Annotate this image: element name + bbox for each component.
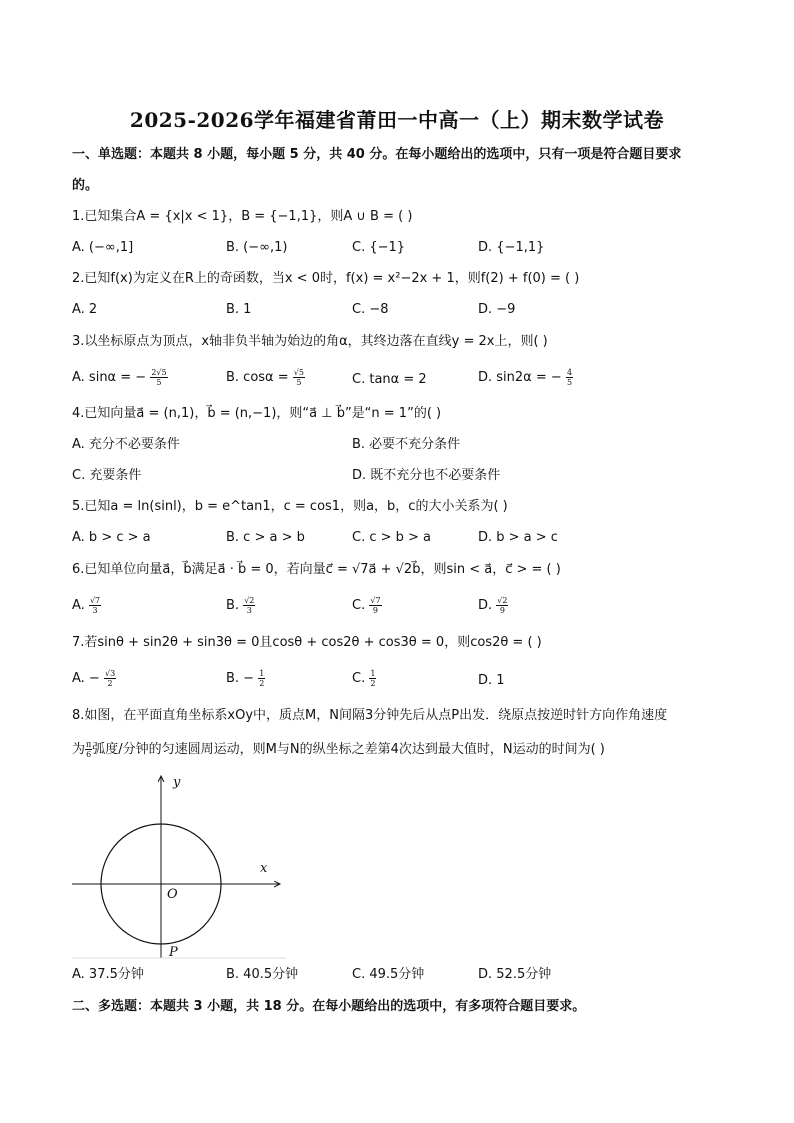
q8-option-d: D. 52.5分钟 (478, 967, 552, 982)
q4-option-a: A. 充分不必要条件 (72, 437, 180, 452)
origin-label: O (167, 887, 178, 902)
numerator: √5 (293, 368, 304, 377)
q7-option-c (352, 669, 376, 689)
q8-stem-cont (72, 740, 605, 760)
denominator: 3 (246, 606, 252, 615)
q8-option-b: B. 40.5分钟 (226, 967, 299, 982)
q3-option-d-text: D. sin2α = − (478, 370, 562, 385)
section1-heading: 一、单选题：本题共 8 小题，每小题 5 分，共 40 分。在每小题给出的选项中，只有一项是符合题目要求 (72, 147, 682, 162)
q8-stem-prefix: 为 (72, 742, 86, 757)
q7-option-c-text: C. (352, 671, 366, 686)
q1-option-d: D. {−1,1} (478, 240, 545, 255)
denominator: 9 (372, 606, 378, 615)
q5-option-b: B. c > a > b (226, 530, 305, 545)
q5-option-a: A. b > c > a (72, 530, 151, 545)
q6-option-d (478, 596, 508, 616)
q2-option-c: C. −8 (352, 302, 389, 317)
q7-option-c-fraction (369, 669, 376, 688)
q4-option-b: B. 必要不充分条件 (352, 437, 461, 452)
q6-option-b (226, 596, 255, 616)
y-axis-label: y (173, 775, 181, 790)
q2-option-d: D. −9 (478, 302, 516, 317)
q8-option-a: A. 37.5分钟 (72, 967, 144, 982)
q6-option-a-text: A. (72, 598, 85, 613)
section2-heading: 二、多选题：本题共 3 小题，共 18 分。在每小题给出的选项中，有多项符合题目要求。 (72, 999, 586, 1014)
q4-stem: 4.已知向量a⃗ = (n,1)，b⃗ = (n,−1)，则“a⃗ ⊥ b⃗”是“n = 1”的( ) (72, 406, 442, 421)
denominator: 3 (92, 606, 98, 615)
numerator: √2 (497, 596, 508, 605)
q3-option-d-fraction (566, 368, 573, 387)
point-p-label: P (169, 945, 178, 960)
q6-option-b-text: B. (226, 598, 240, 613)
q6-option-d-text: D. (478, 598, 493, 613)
q4-option-c: C. 充要条件 (72, 468, 142, 483)
q6-option-d-fraction (496, 596, 508, 615)
denominator: 2 (370, 679, 376, 688)
q1-option-c: C. {−1} (352, 240, 406, 255)
q6-option-a (72, 596, 101, 616)
q6-option-b-fraction (243, 596, 255, 615)
q6-stem: 6.已知单位向量a⃗，b⃗满足a⃗ · b⃗ = 0，若向量c⃗ = √7a⃗ + √2b⃗，则sin < a⃗，c⃗ > = ( ) (72, 562, 561, 577)
q7-option-a-text: A. − (72, 671, 100, 686)
q5-option-c: C. c > b > a (352, 530, 432, 545)
numerator: 4 (566, 368, 573, 377)
numerator: 1 (370, 669, 376, 678)
q4-option-d: D. 既不充分也不必要条件 (352, 468, 501, 483)
q3-option-b-text: B. cosα = (226, 370, 289, 385)
q1-option-a: A. (−∞,1] (72, 240, 134, 255)
q3-option-c: C. tanα = 2 (352, 372, 427, 387)
q6-option-c-text: C. (352, 598, 366, 613)
q2-stem: 2.已知f(x)为定义在R上的奇函数，当x < 0时，f(x) = x²−2x + 1，则f(2) + f(0) = ( ) (72, 271, 580, 286)
numerator: 1 (259, 669, 265, 678)
q7-option-b (226, 669, 265, 689)
q3-option-d (478, 368, 573, 388)
section1-heading-cont: 的。 (72, 178, 99, 193)
numerator: √7 (89, 596, 101, 605)
denominator: 5 (566, 378, 573, 387)
q3-stem: 3.以坐标原点为顶点，x轴非负半轴为始边的角α，其终边落在直线y = 2x上，则( ) (72, 334, 548, 349)
q1-stem: 1.已知集合A = {x|x < 1}，B = {−1,1}，则A ∪ B = ( ) (72, 209, 413, 224)
q1-option-b: B. (−∞,1) (226, 240, 288, 255)
q7-option-a-fraction (104, 669, 116, 688)
q8-stem: 8.如图，在平面直角坐标系xOy中，质点M，N间隔3分钟先后从点P出发．绕原点按逆时针方向作角速度 (72, 708, 668, 723)
q7-option-a (72, 669, 116, 689)
q6-option-c (352, 596, 382, 616)
numerator: π (86, 740, 92, 749)
q3-option-a-fraction (150, 368, 167, 387)
q7-option-b-text: B. − (226, 671, 255, 686)
denominator: 5 (296, 378, 302, 387)
q5-option-d: D. b > a > c (478, 530, 558, 545)
denominator: 2 (259, 679, 265, 688)
q2-option-a: A. 2 (72, 302, 98, 317)
numerator: √2 (244, 596, 255, 605)
q7-stem: 7.若sinθ + sin2θ + sin3θ = 0且cosθ + cos2θ + cos3θ = 0，则cos2θ = ( ) (72, 635, 542, 650)
denominator: 5 (156, 378, 162, 387)
q3-option-b-fraction (293, 368, 305, 387)
q7-option-b-fraction (258, 669, 265, 688)
q5-stem: 5.已知a = ln(sinl)，b = e^tan1，c = cos1，则a，b，c的大小关系为( ) (72, 499, 508, 514)
exam-title: 2025-2026学年福建省莆田一中高一（上）期末数学试卷 (129, 108, 665, 132)
q8-stem-suffix: 弧度/分钟的匀速圆周运动，则M与N的纵坐标之差第4次达到最大值时，N运动的时间为( ) (92, 742, 605, 757)
denominator: 6 (86, 750, 92, 759)
q3-option-a-text: A. sinα = − (72, 370, 147, 385)
q3-option-a (72, 368, 168, 388)
denominator: 9 (499, 606, 505, 615)
q6-option-c-fraction (369, 596, 381, 615)
numerator: √7 (370, 596, 381, 605)
q8-option-c: C. 49.5分钟 (352, 967, 425, 982)
x-axis-label: x (260, 861, 268, 876)
q3-option-b (226, 368, 305, 388)
numerator: √3 (104, 669, 116, 678)
denominator: 2 (107, 679, 113, 688)
q8-unit-circle-figure (70, 772, 290, 962)
q6-option-a-fraction (89, 596, 101, 615)
q2-option-b: B. 1 (226, 302, 252, 317)
numerator: 2√5 (151, 368, 167, 377)
q7-option-d: D. 1 (478, 673, 505, 688)
